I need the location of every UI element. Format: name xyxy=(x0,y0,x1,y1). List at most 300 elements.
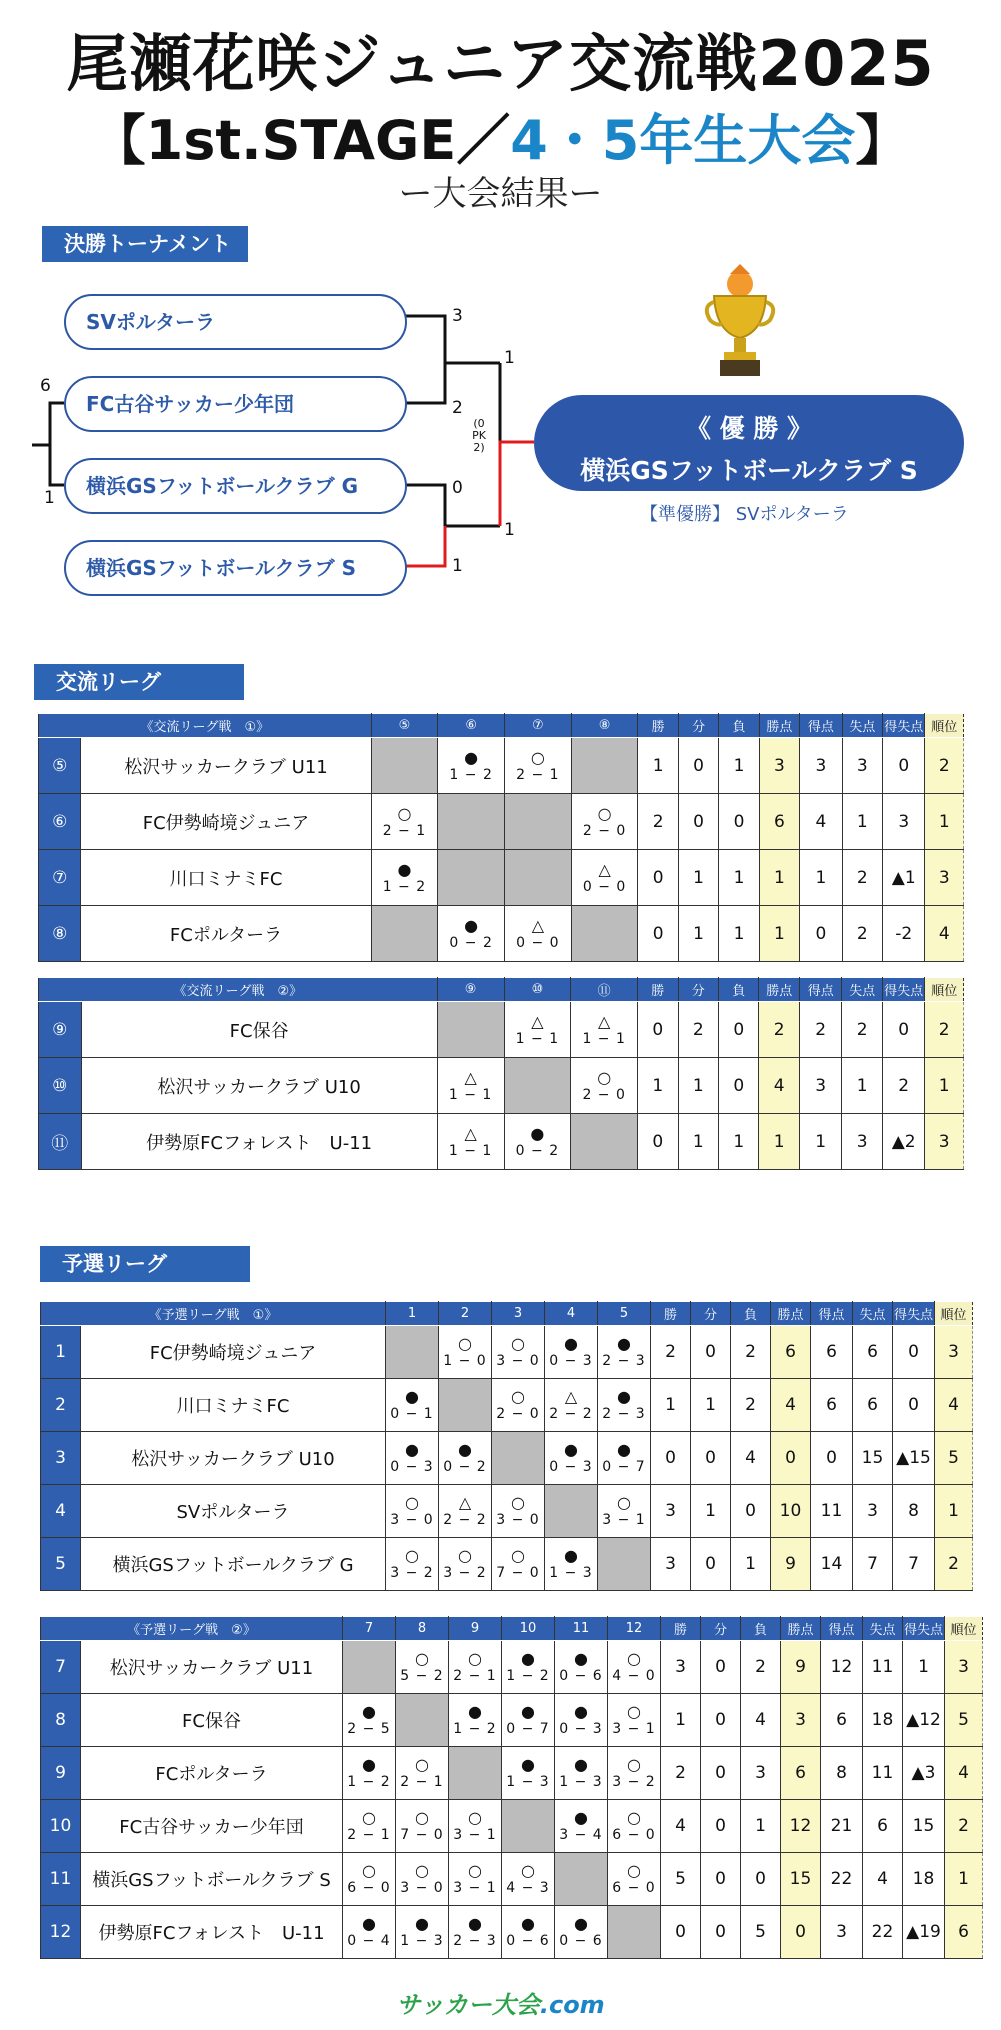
match-mark: ● xyxy=(521,1755,535,1774)
match-mark: ○ xyxy=(521,1861,535,1880)
table-row xyxy=(41,1694,983,1747)
stat-col-header: 順位 xyxy=(935,1302,973,1326)
self-match-cell xyxy=(505,794,572,850)
match-mark: △ xyxy=(531,915,545,935)
table-row xyxy=(41,1641,983,1694)
bracket-line-left-out xyxy=(32,403,50,445)
opponent-col-header: ⑦ xyxy=(505,714,572,738)
match-mark: ● xyxy=(362,1702,376,1721)
self-match-cell xyxy=(571,906,638,962)
stat-col-header: 失点 xyxy=(863,1617,903,1641)
league-header-row xyxy=(41,1302,973,1326)
match-score: 0 − 3 xyxy=(559,1721,603,1737)
match-result-cell xyxy=(502,1694,555,1747)
opponent-col-header: 3 xyxy=(492,1302,545,1326)
team-index: ⑧ xyxy=(39,906,81,962)
subtitle-close: 】 xyxy=(855,109,910,172)
match-mark: △ xyxy=(564,1387,578,1406)
stat-cell: 6 xyxy=(781,1747,821,1800)
match-mark: ● xyxy=(564,1440,578,1459)
stat-cell: 2 xyxy=(842,1002,882,1058)
self-match-cell xyxy=(502,1800,555,1853)
match-score: 0 − 6 xyxy=(559,1668,603,1684)
stat-cell: 6 xyxy=(863,1800,903,1853)
match-mark: ● xyxy=(617,1334,631,1353)
subtitle-highlight: 4・5年生大会 xyxy=(510,109,856,172)
match-score: 2 − 1 xyxy=(453,1668,497,1684)
match-mark: ● xyxy=(564,1546,578,1565)
page-title: 尾瀬花咲ジュニア交流戦2025 xyxy=(66,27,935,100)
bracket-team-4: 横浜GSフットボールクラブ S xyxy=(64,540,407,596)
stat-col-header: 勝点 xyxy=(759,978,799,1002)
match-score: 1 − 3 xyxy=(506,1774,550,1790)
stat-cell: 0 xyxy=(661,1906,701,1959)
match-result-cell xyxy=(439,1485,492,1538)
stat-cell: 1 xyxy=(719,906,759,962)
stat-col-header: 勝 xyxy=(638,714,678,738)
stat-cell: 7 xyxy=(893,1538,935,1591)
match-mark: ● xyxy=(574,1755,588,1774)
stat-cell: 1 xyxy=(759,1114,799,1170)
stat-col-header: 分 xyxy=(678,714,718,738)
match-score: 1 − 1 xyxy=(448,1142,493,1159)
stat-cell: 0 xyxy=(691,1326,731,1379)
self-match-cell xyxy=(438,794,505,850)
stat-cell: 9 xyxy=(781,1641,821,1694)
stat-cell: 1 xyxy=(678,1114,718,1170)
match-score: 3 − 0 xyxy=(496,1353,540,1369)
match-score: 0 − 6 xyxy=(559,1933,603,1949)
match-result-cell xyxy=(502,1641,555,1694)
bracket-line-sf2-winner xyxy=(406,526,445,566)
team-name: FC保谷 xyxy=(81,1002,437,1058)
match-result-cell xyxy=(555,1906,608,1959)
table-row xyxy=(41,1800,983,1853)
stat-cell: 0 xyxy=(741,1853,781,1906)
match-score: 0 − 3 xyxy=(549,1353,593,1369)
match-score: 1 − 2 xyxy=(382,878,427,895)
stat-cell: -2 xyxy=(883,906,925,962)
stat-col-header: 勝点 xyxy=(781,1617,821,1641)
match-score: 2 − 1 xyxy=(516,766,560,783)
match-result-cell xyxy=(439,1432,492,1485)
opponent-col-header: 7 xyxy=(343,1617,396,1641)
match-result-cell xyxy=(571,850,638,906)
match-result-cell xyxy=(571,1002,638,1058)
stat-cell: ▲19 xyxy=(903,1906,945,1959)
stat-cell: 3 xyxy=(925,850,964,906)
stat-cell: 2 xyxy=(842,906,882,962)
match-mark: △ xyxy=(458,1493,472,1512)
match-score: 4 − 3 xyxy=(506,1880,550,1896)
stat-cell: 11 xyxy=(863,1747,903,1800)
stat-col-header: 失点 xyxy=(842,714,882,738)
stat-cell: 2 xyxy=(638,794,678,850)
logo-dot: .com xyxy=(539,1991,605,2019)
match-result-cell xyxy=(396,1853,449,1906)
match-mark: ○ xyxy=(415,1755,429,1774)
match-score: 1 − 1 xyxy=(515,1030,560,1047)
stat-cell: 14 xyxy=(811,1538,853,1591)
subtitle-open: 【1st.STAGE／ xyxy=(91,109,511,172)
match-score: 1 − 2 xyxy=(347,1774,391,1790)
opponent-col-header: 5 xyxy=(598,1302,651,1326)
team-index: ⑤ xyxy=(39,738,81,794)
self-match-cell xyxy=(386,1326,439,1379)
match-mark: ○ xyxy=(468,1649,482,1668)
bracket-line-final-bottom xyxy=(500,442,534,526)
stat-col-header: 得失点 xyxy=(893,1302,935,1326)
match-score: 2 − 1 xyxy=(400,1774,444,1790)
match-score: 2 − 3 xyxy=(602,1406,646,1422)
table-row xyxy=(39,738,964,794)
stat-cell: 0 xyxy=(638,1114,678,1170)
table-row xyxy=(39,1058,964,1114)
match-mark: ● xyxy=(362,1914,376,1933)
stat-cell: 4 xyxy=(925,906,964,962)
stat-cell: 1 xyxy=(719,850,759,906)
stat-cell: 0 xyxy=(651,1432,691,1485)
match-mark: ○ xyxy=(415,1649,429,1668)
stat-cell: 1 xyxy=(842,794,882,850)
team-index: 4 xyxy=(41,1485,81,1538)
match-score: 3 − 4 xyxy=(559,1827,603,1843)
runner-up: 【準優勝】 SVポルターラ xyxy=(640,504,849,525)
stat-cell: 5 xyxy=(741,1906,781,1959)
table-row xyxy=(39,1002,964,1058)
champion-banner xyxy=(534,395,964,491)
stat-cell: 18 xyxy=(903,1853,945,1906)
match-result-cell xyxy=(608,1853,661,1906)
stat-cell: 1 xyxy=(678,1058,718,1114)
team-index: ⑩ xyxy=(39,1058,82,1114)
stat-cell: 2 xyxy=(935,1538,973,1591)
match-result-cell xyxy=(571,1058,638,1114)
bracket-team-3: 横浜GSフットボールクラブ G xyxy=(64,458,407,514)
match-mark: ○ xyxy=(627,1861,641,1880)
stat-col-header: 得点 xyxy=(799,978,842,1002)
match-mark: △ xyxy=(598,859,611,879)
match-mark: ● xyxy=(574,1702,588,1721)
table-row xyxy=(41,1853,983,1906)
stat-col-header: 勝 xyxy=(651,1302,691,1326)
stat-col-header: 失点 xyxy=(842,978,882,1002)
league-title: 《交流リーグ戦 ②》 xyxy=(39,978,438,1002)
bracket-team-2: FC古谷サッカー少年団 xyxy=(64,376,407,432)
match-score: 0 − 7 xyxy=(506,1721,550,1737)
league-table-yosen-1 xyxy=(40,1301,973,1591)
stat-cell: 2 xyxy=(678,1002,718,1058)
match-mark: ○ xyxy=(405,1493,419,1512)
stat-cell: 2 xyxy=(842,850,882,906)
match-score: 7 − 0 xyxy=(400,1827,444,1843)
match-mark: ● xyxy=(458,1440,472,1459)
match-mark: ○ xyxy=(468,1861,482,1880)
stat-cell: 3 xyxy=(741,1747,781,1800)
table-row xyxy=(39,906,964,962)
table-row xyxy=(41,1326,973,1379)
stat-cell: 4 xyxy=(731,1432,771,1485)
match-score: 2 − 0 xyxy=(496,1406,540,1422)
stat-cell: 1 xyxy=(651,1379,691,1432)
match-mark: ● xyxy=(564,1334,578,1353)
stat-cell: 6 xyxy=(821,1694,863,1747)
team-index: 5 xyxy=(41,1538,81,1591)
league-table-koryu-1 xyxy=(38,713,964,962)
score-sf2: 1 xyxy=(504,520,515,540)
stat-col-header: 得点 xyxy=(811,1302,853,1326)
opponent-col-header: ⑪ xyxy=(571,978,638,1002)
match-result-cell xyxy=(504,1002,571,1058)
stat-cell: 4 xyxy=(945,1747,983,1800)
page-caption: ー大会結果ー xyxy=(398,174,603,214)
stat-cell: 0 xyxy=(638,850,678,906)
match-result-cell xyxy=(608,1800,661,1853)
stat-cell: 0 xyxy=(771,1432,811,1485)
match-mark: ● xyxy=(574,1914,588,1933)
stat-cell: 11 xyxy=(811,1485,853,1538)
match-result-cell xyxy=(343,1906,396,1959)
match-result-cell xyxy=(386,1379,439,1432)
match-score: 1 − 3 xyxy=(549,1565,593,1581)
stat-cell: 6 xyxy=(811,1379,853,1432)
match-score: 1 − 3 xyxy=(400,1933,444,1949)
stat-cell: 0 xyxy=(731,1485,771,1538)
match-result-cell xyxy=(396,1906,449,1959)
stat-cell: ▲15 xyxy=(893,1432,935,1485)
opponent-col-header: 8 xyxy=(396,1617,449,1641)
stat-cell: 15 xyxy=(903,1800,945,1853)
match-score: 5 − 2 xyxy=(400,1668,444,1684)
match-result-cell xyxy=(502,1906,555,1959)
stat-cell: 3 xyxy=(651,1485,691,1538)
stat-cell: 0 xyxy=(719,794,759,850)
match-score: 2 − 1 xyxy=(347,1827,391,1843)
stat-cell: 4 xyxy=(800,794,842,850)
match-mark: ● xyxy=(362,1755,376,1774)
match-score: 2 − 3 xyxy=(453,1933,497,1949)
stat-cell: 4 xyxy=(759,1058,799,1114)
match-score: 3 − 1 xyxy=(602,1512,646,1528)
match-score: 3 − 2 xyxy=(612,1774,656,1790)
stat-cell: 1 xyxy=(741,1800,781,1853)
self-match-cell xyxy=(492,1432,545,1485)
stat-cell: 0 xyxy=(691,1432,731,1485)
stat-cell: 5 xyxy=(661,1853,701,1906)
stat-col-header: 負 xyxy=(719,714,759,738)
match-result-cell xyxy=(343,1800,396,1853)
stat-cell: 0 xyxy=(678,794,718,850)
match-result-cell xyxy=(555,1800,608,1853)
team-index: 7 xyxy=(41,1641,81,1694)
stat-cell: ▲3 xyxy=(903,1747,945,1800)
team-index: ⑦ xyxy=(39,850,81,906)
match-result-cell xyxy=(492,1538,545,1591)
match-mark: ● xyxy=(521,1649,535,1668)
match-result-cell xyxy=(438,906,505,962)
match-mark: ● xyxy=(405,1387,419,1406)
stat-cell: 1 xyxy=(842,1058,882,1114)
match-result-cell xyxy=(396,1747,449,1800)
match-score: 3 − 0 xyxy=(390,1512,434,1528)
stat-cell: 6 xyxy=(759,794,799,850)
match-result-cell xyxy=(449,1641,502,1694)
match-result-cell xyxy=(492,1326,545,1379)
match-result-cell xyxy=(449,1800,502,1853)
stat-cell: 0 xyxy=(678,738,718,794)
stat-col-header: 順位 xyxy=(945,1617,983,1641)
match-score: 4 − 0 xyxy=(612,1668,656,1684)
stat-cell: 1 xyxy=(799,1114,842,1170)
stat-col-header: 得点 xyxy=(821,1617,863,1641)
team-name: 川口ミナミFC xyxy=(81,1379,386,1432)
team-index: 8 xyxy=(41,1694,81,1747)
match-mark: ○ xyxy=(627,1808,641,1827)
stat-col-header: 順位 xyxy=(925,714,964,738)
match-score: 1 − 2 xyxy=(506,1668,550,1684)
match-mark: ● xyxy=(521,1702,535,1721)
match-result-cell xyxy=(608,1641,661,1694)
match-score: 1 − 2 xyxy=(449,766,493,783)
match-score: 2 − 2 xyxy=(443,1512,487,1528)
stat-cell: 15 xyxy=(781,1853,821,1906)
stat-cell: 1 xyxy=(945,1853,983,1906)
self-match-cell xyxy=(438,850,505,906)
match-mark: △ xyxy=(464,1123,477,1143)
opponent-col-header: ⑥ xyxy=(438,714,505,738)
self-match-cell xyxy=(343,1641,396,1694)
self-match-cell xyxy=(545,1485,598,1538)
stat-cell: 1 xyxy=(925,794,964,850)
stat-cell: ▲1 xyxy=(883,850,925,906)
match-result-cell xyxy=(598,1432,651,1485)
match-result-cell xyxy=(386,1485,439,1538)
stat-cell: 0 xyxy=(701,1641,741,1694)
team-name: 横浜GSフットボールクラブ S xyxy=(81,1853,343,1906)
stat-cell: 4 xyxy=(935,1379,973,1432)
stat-cell: 3 xyxy=(842,738,882,794)
match-result-cell xyxy=(598,1326,651,1379)
self-match-cell xyxy=(504,1058,571,1114)
match-score: 0 − 2 xyxy=(449,934,493,951)
score-team-3: 0 xyxy=(452,478,463,498)
match-score: 3 − 1 xyxy=(612,1721,656,1737)
stat-cell: 1 xyxy=(678,906,718,962)
team-index: ⑥ xyxy=(39,794,81,850)
match-mark: ○ xyxy=(597,803,612,823)
match-mark: ○ xyxy=(627,1702,641,1721)
match-result-cell xyxy=(502,1853,555,1906)
match-mark: ● xyxy=(468,1702,482,1721)
table-row xyxy=(41,1747,983,1800)
self-match-cell xyxy=(396,1694,449,1747)
bracket-team-1: SVポルターラ xyxy=(64,294,407,350)
match-result-cell xyxy=(555,1747,608,1800)
score-sf1: 1 xyxy=(504,348,515,368)
match-score: 1 − 0 xyxy=(443,1353,487,1369)
team-name: 松沢サッカークラブ U10 xyxy=(81,1432,386,1485)
match-score: 6 − 0 xyxy=(347,1880,391,1896)
stat-col-header: 得失点 xyxy=(882,978,925,1002)
match-result-cell xyxy=(396,1641,449,1694)
stat-cell: 0 xyxy=(701,1906,741,1959)
match-score: 0 − 2 xyxy=(443,1459,487,1475)
match-mark: ● xyxy=(464,747,479,767)
stat-col-header: 勝 xyxy=(638,978,678,1002)
stat-cell: 3 xyxy=(945,1641,983,1694)
match-result-cell xyxy=(504,1114,571,1170)
score-left-bottom: 1 xyxy=(44,488,55,508)
stat-cell: 15 xyxy=(853,1432,893,1485)
match-result-cell xyxy=(437,1114,504,1170)
stat-col-header: 負 xyxy=(719,978,759,1002)
match-score: 0 − 3 xyxy=(390,1459,434,1475)
stat-col-header: 負 xyxy=(731,1302,771,1326)
match-result-cell xyxy=(598,1485,651,1538)
match-score: 0 − 6 xyxy=(506,1933,550,1949)
stat-cell: 3 xyxy=(842,1114,882,1170)
match-mark: ○ xyxy=(511,1334,525,1353)
stat-cell: 3 xyxy=(821,1906,863,1959)
team-name: 横浜GSフットボールクラブ G xyxy=(81,1538,386,1591)
match-score: 1 − 1 xyxy=(448,1086,493,1103)
stat-cell: 4 xyxy=(741,1694,781,1747)
self-match-cell xyxy=(505,850,572,906)
stat-cell: 1 xyxy=(719,1114,759,1170)
pk-score: (0 PK 2) xyxy=(472,417,486,454)
stat-cell: 0 xyxy=(691,1538,731,1591)
self-match-cell xyxy=(555,1853,608,1906)
stat-cell: 11 xyxy=(863,1641,903,1694)
match-score: 6 − 0 xyxy=(612,1827,656,1843)
match-score: 2 − 2 xyxy=(549,1406,593,1422)
match-mark: ○ xyxy=(415,1861,429,1880)
stat-cell: 3 xyxy=(925,1114,964,1170)
match-result-cell xyxy=(571,794,638,850)
match-mark: ○ xyxy=(511,1546,525,1565)
stat-cell: 3 xyxy=(800,738,842,794)
match-mark: ○ xyxy=(468,1808,482,1827)
self-match-cell xyxy=(598,1538,651,1591)
stat-col-header: 得点 xyxy=(800,714,842,738)
match-result-cell xyxy=(439,1326,492,1379)
league-header-row xyxy=(39,714,964,738)
match-mark: ○ xyxy=(511,1493,525,1512)
match-score: 2 − 3 xyxy=(602,1353,646,1369)
match-result-cell xyxy=(439,1538,492,1591)
stat-cell: 3 xyxy=(883,794,925,850)
team-name: 松沢サッカークラブ U11 xyxy=(81,1641,343,1694)
stat-cell: 1 xyxy=(719,738,759,794)
team-index: 3 xyxy=(41,1432,81,1485)
table-row xyxy=(41,1906,983,1959)
match-result-cell xyxy=(608,1694,661,1747)
stat-cell: 2 xyxy=(945,1800,983,1853)
match-score: 1 − 1 xyxy=(582,1030,626,1047)
stat-cell: 1 xyxy=(691,1379,731,1432)
stat-cell: 2 xyxy=(759,1002,799,1058)
stat-col-header: 得失点 xyxy=(903,1617,945,1641)
stat-cell: 0 xyxy=(638,906,678,962)
match-result-cell xyxy=(492,1379,545,1432)
match-score: 3 − 0 xyxy=(400,1880,444,1896)
opponent-col-header: 2 xyxy=(439,1302,492,1326)
team-name: FC伊勢崎境ジュニア xyxy=(81,1326,386,1379)
bracket-line-left xyxy=(50,403,64,485)
table-row xyxy=(41,1379,973,1432)
opponent-col-header: 11 xyxy=(555,1617,608,1641)
table-row xyxy=(41,1485,973,1538)
